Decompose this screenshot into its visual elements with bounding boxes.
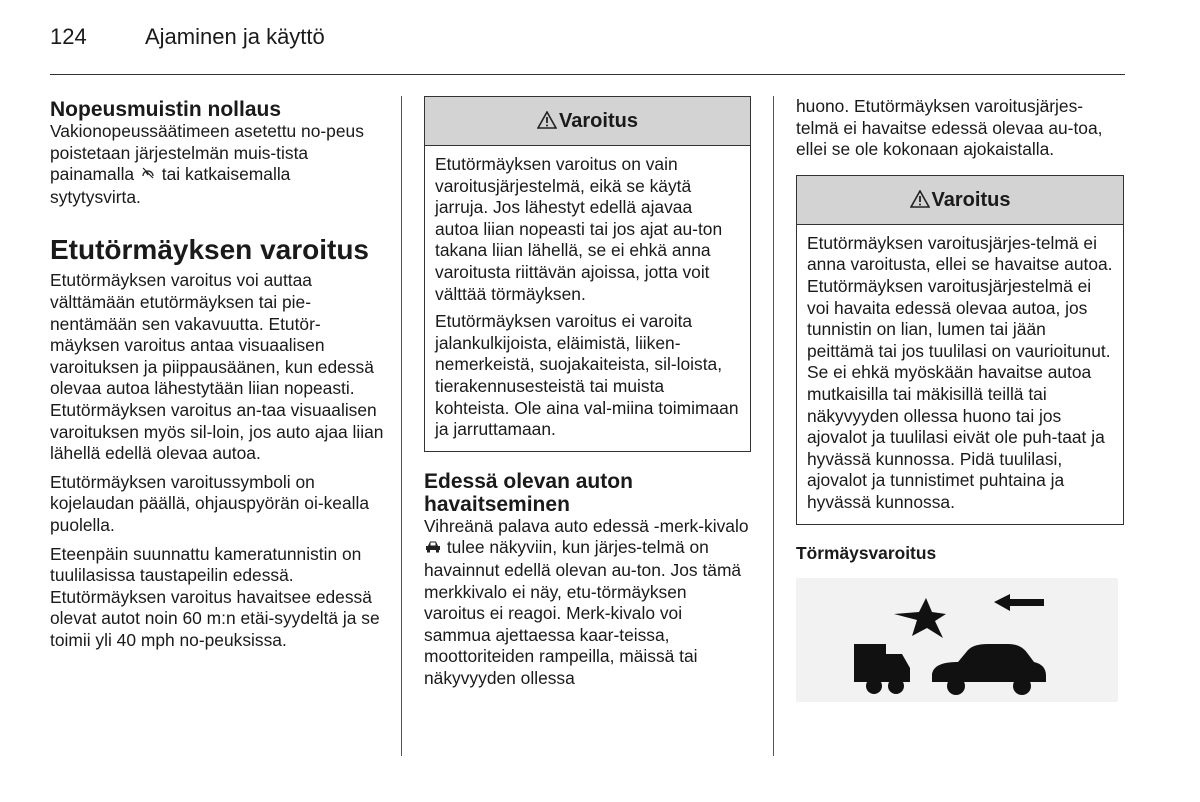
figure-caption: Törmäysvaroitus	[796, 542, 937, 563]
section-heading: Nopeusmuistin nollaus	[50, 98, 282, 121]
warning-header	[425, 97, 750, 146]
paragraph: huono. Etutörmäyksen varoitusjärjes-telmä ei havaitse edessä olevaa au-toa, ellei se ole kokonaan ajokaistalla.	[796, 96, 1103, 160]
warning-text: Etutörmäyksen varoitusjärjes-telmä ei anna varoitusta, ellei se havaitse autoa. Etutörmäyksen varoitusjärjestelmä ei voi havaita edessä olevaa autoa, jos tunnistin on lian, lumen tai jään peittämä tai jos tuulilasi on vaurioitunut. Se ei ehkä myöskään havaitse autoa mutkaisilla tai mäkisillä teillä tai näkyvyyden ollessa huono tai jos ajovalot ja tuulilasi eivät ole puh-taat ja hyvässä kunnossa. Pidä tuulilasi, ajovalot ja tunnistimet puhtaina ja hyvässä kunnossa.	[807, 232, 1113, 512]
warning-header	[797, 176, 1123, 225]
column-1	[50, 98, 385, 658]
car-front-icon	[424, 538, 442, 560]
column-divider	[401, 96, 402, 756]
warning-text: Etutörmäyksen varoitus ei varoita jalankulkijoista, eläimistä, liiken-nemerkeistä, suojakaiteista, sil-loista, tierakennusesteistä tai muista kohteista. Ole aina val-miina toimimaan ja jarruttamaan.	[435, 311, 739, 440]
warning-title: Varoitus	[931, 188, 1011, 211]
column-divider	[773, 96, 774, 756]
paragraph: Etutörmäyksen varoitus voi auttaa välttämään etutörmäyksen tai pie-nentämään sen vakavuutta. Etutör-mäyksen varoitus antaa visuaalisen varoituksen ja piippausäänen, kun edessä olevaa autoa lähestytään liian nopeasti. Etutörmäyksen varoitus an-taa visuaalisen varoituksen myös sil-loin, jos auto ajaa liian lähellä edellä olevaa autoa.	[50, 270, 384, 464]
warning-title: Varoitus	[559, 110, 638, 132]
car-icon	[932, 644, 1046, 682]
warning-triangle-icon	[537, 97, 557, 145]
section-heading: Edessä olevan auton havaitseminen	[424, 469, 633, 516]
page-number: 124	[50, 24, 87, 49]
running-title: Ajaminen ja käyttö	[145, 24, 325, 49]
collision-alert-illustration	[796, 578, 1118, 702]
collision-alert-symbol	[796, 578, 1118, 702]
arrow-left-icon	[994, 594, 1044, 611]
column-3	[796, 96, 1124, 702]
paragraph: Vakionopeussäätimeen asetettu no-peus poistetaan järjestelmän muis-tista painamalla tai katkaisemalla sytytysvirta.	[50, 121, 364, 207]
paragraph: Eteenpäin suunnattu kameratunnistin on tuulilasissa taustapeilin edessä. Etutörmäyksen varoitus havaitsee edessä olevat autot noin 60 m:n etäi-syydeltä ja se toimii yli 40 mph no-peuksissa.	[50, 543, 380, 650]
warning-triangle-icon	[910, 176, 930, 224]
impact-star-icon	[894, 598, 946, 638]
warning-body	[425, 146, 750, 451]
warning-box	[796, 175, 1124, 525]
chapter-heading: Etutörmäyksen varoitus	[50, 234, 369, 266]
warning-text: Etutörmäyksen varoitus on vain varoitusjärjestelmä, eikä se käytä jarruja. Jos lähestyt edellä ajavaa autoa liian nopeasti tai jos ajat au-ton takana liian lähellä, se ei ehkä anna varoitusta riittävän ajoissa, jotta voit välttää törmäyksen.	[435, 154, 723, 304]
warning-box	[424, 96, 751, 452]
header-rule	[50, 74, 1125, 75]
warning-body	[797, 225, 1123, 524]
speed-limiter-icon	[139, 165, 157, 187]
column-2	[424, 96, 751, 696]
page-header	[50, 24, 325, 58]
paragraph: Vihreänä palava auto edessä -merk-kivalo tulee näkyviin, kun järjes-telmä on havainnut edellä olevan au-ton. Jos tämä merkkivalo ei näy, etu-törmäyksen varoitus ei reagoi. Merk-kivalo voi sammua ajettaessa kaar-teissa, moottoriteiden rampeilla, mäissä tai näkyvyyden ollessa	[424, 515, 749, 688]
paragraph: Etutörmäyksen varoitussymboli on kojelaudan päällä, ohjauspyörän oi-kealla puolella.	[50, 471, 370, 535]
truck-icon	[854, 644, 910, 682]
